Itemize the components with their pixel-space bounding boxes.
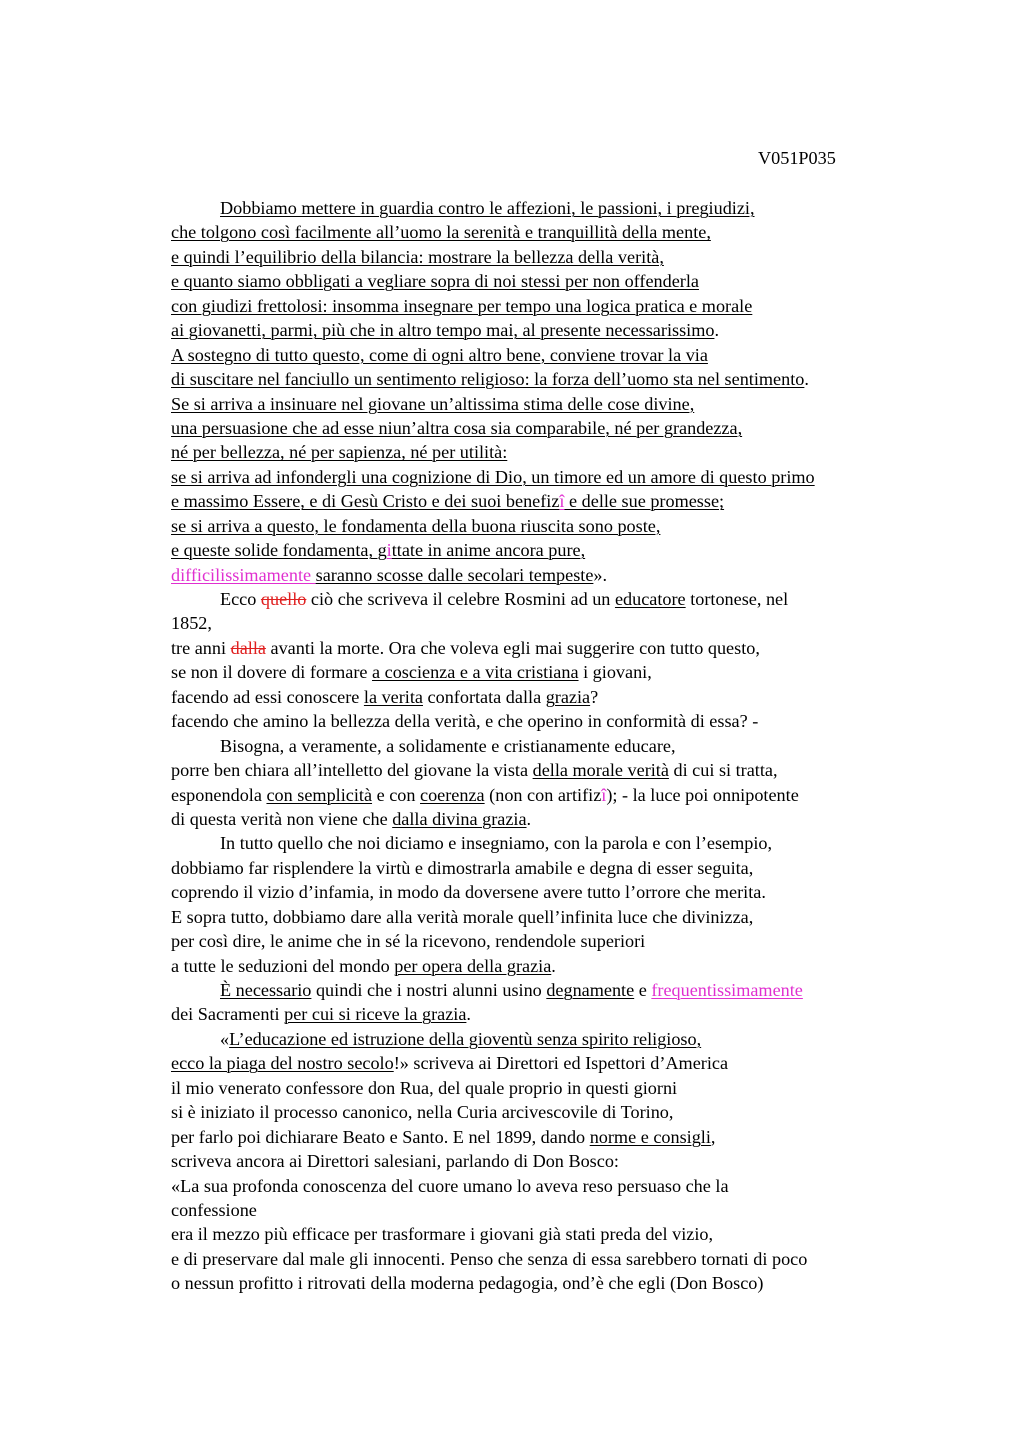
text-segment: o nessun profitto i ritrovati della moderna pedagogia, ond’è che egli (Don Bosco) xyxy=(171,1273,764,1294)
text-segment: quindi che i nostri alunni usino xyxy=(311,980,547,1000)
highlighted-underlined-text: î xyxy=(559,491,565,512)
text-line xyxy=(171,1149,911,1173)
text-segment: facendo che amino la bellezza della verità, e che operino in conformità di essa? - xyxy=(171,711,759,732)
text-line xyxy=(171,220,911,244)
text-line xyxy=(171,514,911,538)
text-line xyxy=(171,709,911,733)
underlined-text: per cui si riceve la grazia xyxy=(284,1004,467,1025)
text-segment: . xyxy=(526,808,532,829)
text-segment: ? xyxy=(590,686,599,707)
text-segment: ciò che scriveva il celebre Rosmini ad un xyxy=(306,589,615,609)
text-segment: si è iniziato il processo canonico, nella Curia arcivescovile di Torino, xyxy=(171,1102,674,1123)
text-segment: , xyxy=(710,1126,716,1147)
text-line xyxy=(171,831,911,855)
text-segment: ». xyxy=(593,564,608,585)
page-identifier: V051P035 xyxy=(758,148,836,168)
text-segment: i giovani, xyxy=(578,662,652,683)
text-line xyxy=(171,1002,911,1026)
text-line xyxy=(171,1222,911,1246)
underlined-text: la verita xyxy=(363,686,423,707)
text-segment: dobbiamo far risplendere la virtù e dimostrarla amabile e degna di esser seguita, xyxy=(171,857,754,878)
text-segment: . xyxy=(551,955,556,976)
underlined-text: grazia xyxy=(545,686,591,707)
text-segment: per farlo poi dichiarare Beato e Santo. E nel 1899, dando xyxy=(171,1126,590,1147)
text-line xyxy=(171,807,911,831)
underlined-text: con semplicità xyxy=(266,784,373,805)
underlined-text: a coscienza e a vita cristiana xyxy=(372,662,579,683)
underlined-text: educatore xyxy=(614,589,686,609)
text-line xyxy=(171,1076,911,1100)
text-segment: se non il dovere di formare xyxy=(171,662,373,683)
highlighted-underlined-text: difficilissimamente xyxy=(171,564,316,585)
text-line xyxy=(171,294,911,318)
text-line xyxy=(171,1247,911,1271)
underlined-text: ecco la piaga del nostro secolo xyxy=(171,1053,394,1074)
highlighted-underlined-text: i xyxy=(386,540,392,561)
text-segment: scriveva ancora ai Direttori salesiani, parlando di Don Bosco: xyxy=(171,1151,619,1172)
text-line xyxy=(171,343,911,367)
text-line xyxy=(171,611,911,635)
text-line xyxy=(171,318,911,342)
underlined-text: degnamente xyxy=(546,980,635,1000)
underlined-text: Dobbiamo mettere in guardia contro le affezioni, le passioni, i pregiudizi, xyxy=(220,198,755,218)
underlined-text: dalla divina grazia xyxy=(392,808,527,829)
text-segment: tre anni xyxy=(171,637,231,658)
text-segment: a tutte le seduzioni del mondo xyxy=(171,955,395,976)
text-line xyxy=(171,538,911,562)
text-segment: di questa verità non viene che xyxy=(171,808,393,829)
text-segment: per così dire, le anime che in sé la ricevono, rendendole superiori xyxy=(171,931,646,952)
underlined-text: ttate in anime ancora pure, xyxy=(391,540,586,561)
text-line xyxy=(171,685,911,709)
underlined-text: ai giovanetti, parmi, più che in altro tempo mai, al presente necessarissimo xyxy=(171,320,715,341)
text-line xyxy=(171,758,911,782)
text-line xyxy=(171,1198,911,1222)
text-line xyxy=(171,660,911,684)
text-line xyxy=(171,269,911,293)
text-line xyxy=(171,563,911,587)
text-segment: . xyxy=(466,1004,471,1025)
text-segment: porre ben chiara all’intelletto del giovane la vista xyxy=(171,760,533,781)
deleted-text: quello xyxy=(260,589,307,609)
text-segment: !» scriveva ai Direttori ed Ispettori d’America xyxy=(393,1053,729,1074)
text-segment: « xyxy=(220,1028,230,1049)
text-segment: In tutto quello che noi diciamo e insegniamo, con la parola e con l’esempio, xyxy=(220,833,773,854)
text-segment: . xyxy=(804,369,809,390)
text-line xyxy=(171,954,911,978)
underlined-text: A sostegno di tutto questo, come di ogni altro bene, conviene trovar la via xyxy=(171,344,708,365)
underlined-text: coerenza xyxy=(420,784,485,805)
underlined-text: L’educazione ed istruzione della gioventù senza spirito religioso, xyxy=(229,1028,702,1049)
text-segment: Ecco xyxy=(220,589,261,609)
text-segment: coprendo il vizio d’infamia, in modo da doversene avere tutto l’orrore che merita. xyxy=(171,882,766,903)
text-segment: esponendola xyxy=(171,784,267,805)
underlined-text: e delle sue promesse; xyxy=(564,491,725,512)
underlined-text: che tolgono così facilmente all’uomo la serenità e tranquillità della mente, xyxy=(171,222,711,243)
text-segment: E sopra tutto, dobbiamo dare alla verità morale quell’infinita luce che divinizza, xyxy=(171,906,754,927)
text-segment: . xyxy=(714,320,719,341)
text-segment: 1852, xyxy=(171,613,212,634)
underlined-text: norme e consigli xyxy=(589,1126,711,1147)
text-segment: e con xyxy=(372,784,421,805)
text-segment: e xyxy=(634,980,652,1000)
text-line xyxy=(171,783,911,807)
text-line xyxy=(171,1271,911,1295)
deleted-text: dalla xyxy=(230,637,266,658)
text-line xyxy=(171,367,911,391)
underlined-text: e quindi l’equilibrio della bilancia: mostrare la bellezza della verità, xyxy=(171,246,664,267)
text-line xyxy=(171,489,911,513)
text-segment: (non con artifiz xyxy=(484,784,602,805)
text-segment: avanti la morte. Ora che voleva egli mai suggerire con tutto questo, xyxy=(265,637,760,658)
document-body xyxy=(171,196,911,1296)
text-line xyxy=(171,587,911,611)
text-segment: ); - la luce poi onnipotente xyxy=(606,784,799,805)
underlined-text: e queste solide fondamenta, g xyxy=(171,540,387,561)
underlined-text: e quanto siamo obbligati a vegliare sopra di noi stessi per non offenderla xyxy=(171,271,699,292)
text-line xyxy=(171,196,911,220)
underlined-text: né per bellezza, né per sapienza, né per utilità: xyxy=(171,442,508,463)
underlined-text: una persuasione che ad esse niun’altra cosa sia comparabile, né per grandezza, xyxy=(171,417,743,438)
text-segment: era il mezzo più efficace per trasformare i giovani già stati preda del vizio, xyxy=(171,1224,714,1245)
text-line xyxy=(171,905,911,929)
text-line xyxy=(171,392,911,416)
text-line xyxy=(171,245,911,269)
underlined-text: Se si arriva a insinuare nel giovane un’altissima stima delle cose divine, xyxy=(171,393,695,414)
text-segment: tortonese, nel xyxy=(685,589,789,609)
text-line xyxy=(171,856,911,880)
highlighted-text: î xyxy=(601,784,607,805)
highlighted-underlined-text: frequentissimamente xyxy=(651,980,803,1000)
underlined-text: della morale verità xyxy=(532,760,669,781)
text-line xyxy=(171,440,911,464)
text-segment: e di preservare dal male gli innocenti. Penso che senza di essa sarebbero tornati di poco xyxy=(171,1248,808,1269)
text-segment: confessione xyxy=(171,1199,257,1220)
underlined-text: con giudizi frettolosi: insomma insegnare per tempo una logica pratica e morale xyxy=(171,295,753,316)
underlined-text: se si arriva ad infondergli una cognizione di Dio, un timore ed un amore di questo primo xyxy=(171,466,815,487)
text-line xyxy=(171,1100,911,1124)
text-segment: di cui si tratta, xyxy=(668,760,778,781)
text-segment: dei Sacramenti xyxy=(171,1004,285,1025)
text-segment: facendo ad essi conoscere xyxy=(171,686,364,707)
text-segment: confortata dalla xyxy=(422,686,546,707)
text-line xyxy=(171,465,911,489)
text-segment: «La sua profonda conoscenza del cuore umano lo aveva reso persuaso che la xyxy=(171,1175,729,1196)
text-segment: Bisogna, a veramente, a solidamente e cristianamente educare, xyxy=(220,735,676,756)
underlined-text: È necessario xyxy=(220,980,312,1000)
text-line xyxy=(171,929,911,953)
text-segment: il mio venerato confessore don Rua, del quale proprio in questi giorni xyxy=(171,1077,678,1098)
text-line xyxy=(171,1051,911,1075)
underlined-text: se si arriva a questo, le fondamenta della buona riuscita sono poste, xyxy=(171,515,661,536)
text-line xyxy=(171,636,911,660)
text-line xyxy=(171,1027,911,1051)
underlined-text: di suscitare nel fanciullo un sentimento religioso: la forza dell’uomo sta nel sentimento xyxy=(171,369,805,390)
underlined-text: e massimo Essere, e di Gesù Cristo e dei suoi benefiz xyxy=(171,491,560,512)
text-line xyxy=(171,416,911,440)
text-line xyxy=(171,1174,911,1198)
text-line xyxy=(171,978,911,1002)
underlined-text: per opera della grazia xyxy=(394,955,552,976)
text-line xyxy=(171,880,911,904)
underlined-text: saranno scosse dalle secolari tempeste xyxy=(315,564,594,585)
text-line xyxy=(171,1125,911,1149)
text-line xyxy=(171,734,911,758)
